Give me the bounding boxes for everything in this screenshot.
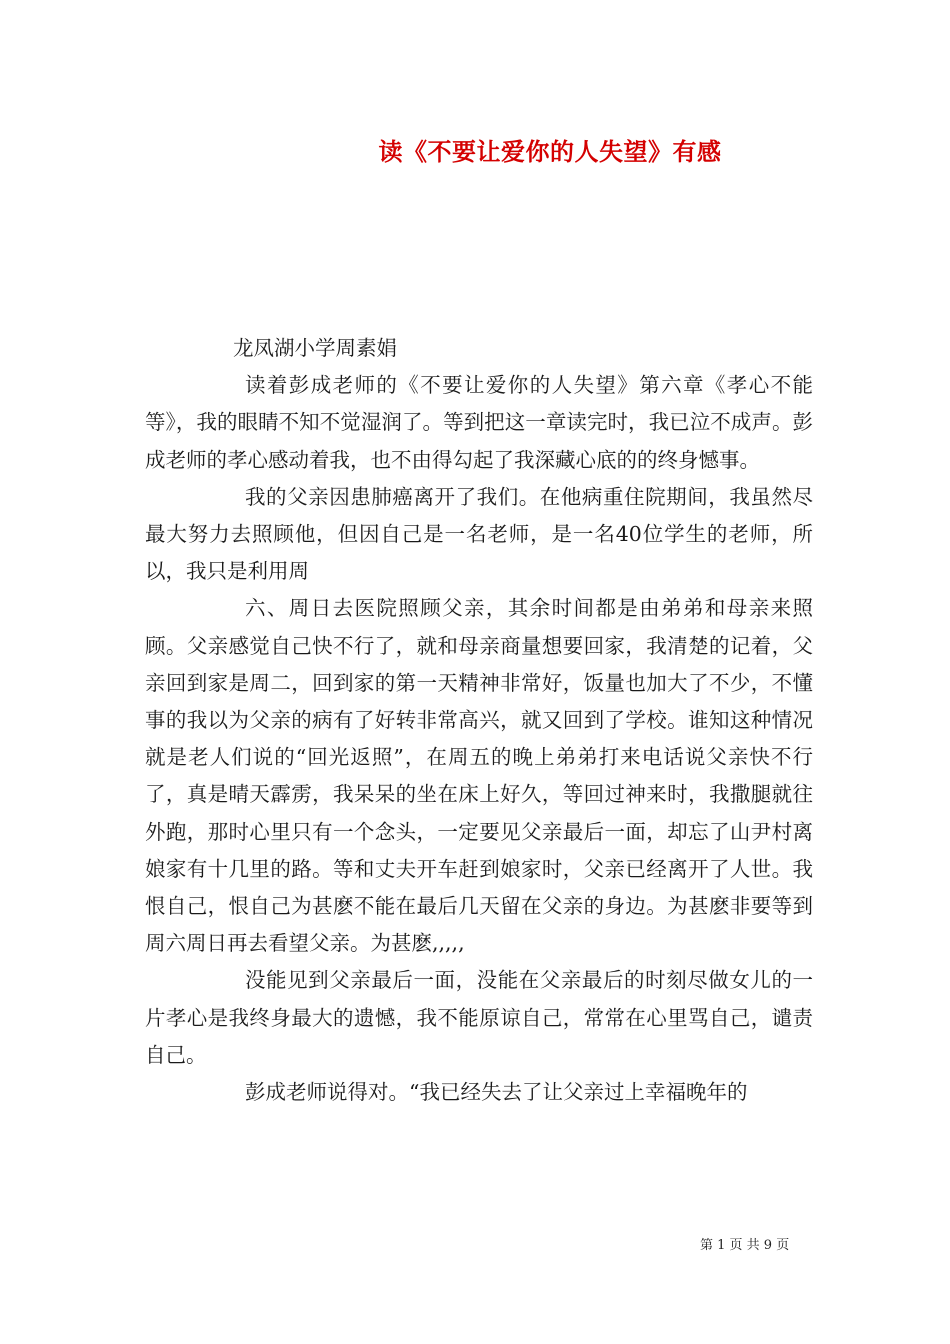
paragraph-3: 六、周日去医院照顾父亲，其余时间都是由弟弟和母亲来照顾。父亲感觉自己快不行了，就和母亲商量想要回家，我清楚的记着，父亲回到家是周二，回到家的第一天精神非常好，饭量也加大了不少，不懂事的我以为父亲的病有了好转非常高兴，就又回到了学校。谁知这种情况就是老人们说的“回光返照”，在周五的晚上弟弟打来电话说父亲快不行了，真是晴天霹雳，我呆呆的坐在床上好久，等回过神来时，我撒腿就往外跑，那时心里只有一个念头，一定要见父亲最后一面，却忘了山尹村离娘家有十几里的路。等和丈夫开车赶到娘家时，父亲已经离开了人世。我恨自己，恨自己为甚麽不能在最后几天留在父亲的身边。为甚麽非要等到周六周日再去看望父亲。为甚麽,,,,,	[145, 596, 813, 956]
document-body	[145, 330, 813, 1111]
author-line: 龙凤湖小学周素娟	[233, 336, 397, 360]
document-title: 读《不要让爱你的人失望》有感	[378, 137, 722, 166]
paragraph-2: 我的父亲因患肺癌离开了我们。在他病重住院期间，我虽然尽最大努力去照顾他，但因自己是一名老师，是一名40位学生的老师，所以，我只是利用周	[145, 484, 813, 584]
paragraph-4: 没能见到父亲最后一面，没能在父亲最后的时刻尽做女儿的一片孝心是我终身最大的遗憾，我不能原谅自己，常常在心里骂自己，谴责自己。	[145, 968, 813, 1067]
paragraph-5: 彭成老师说得对。“我已经失去了让父亲过上幸福晚年的	[245, 1080, 748, 1105]
paragraph-1: 读着彭成老师的《不要让爱你的人失望》第六章《孝心不能等》，我的眼睛不知不觉湿润了。等到把这一章读完时，我已泣不成声。彭成老师的孝心感动着我，也不由得勾起了我深藏心底的的终身憾事。	[145, 373, 813, 472]
page-number-footer: 第 1 页 共 9 页	[700, 1238, 790, 1253]
